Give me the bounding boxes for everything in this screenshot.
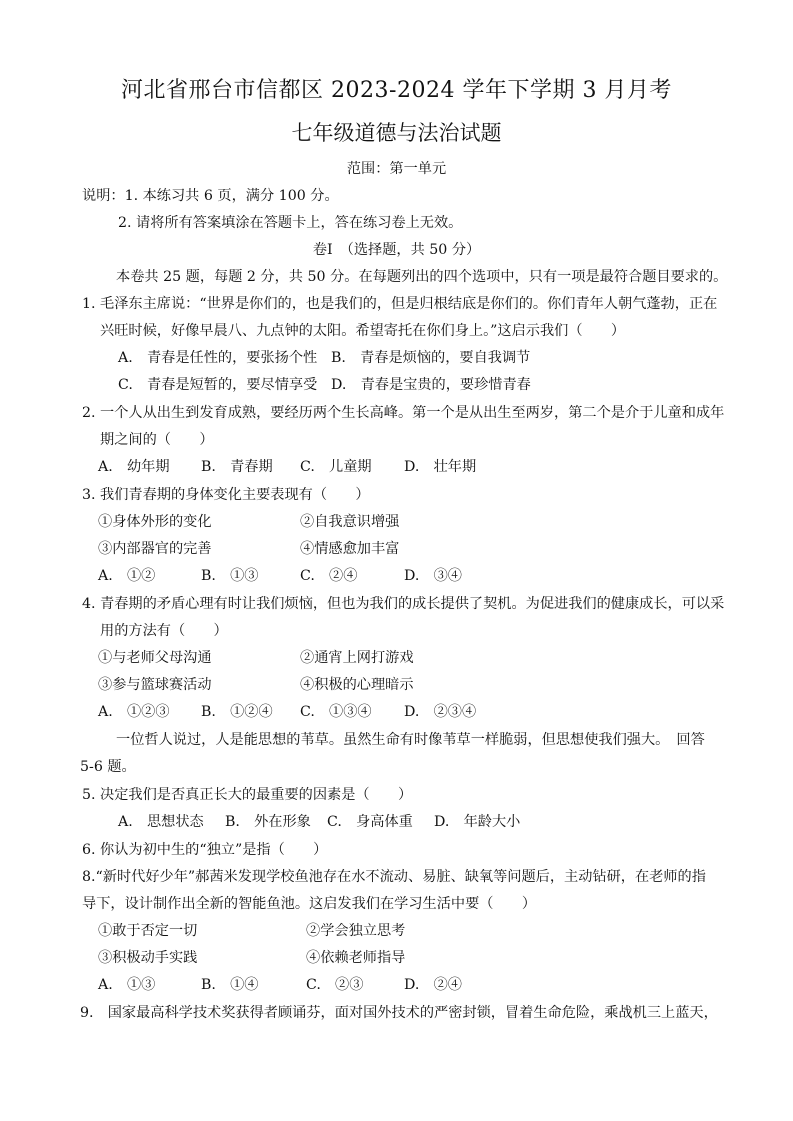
material-line-2: 5-6 题。 (80, 759, 136, 775)
q3-stem: 3. 我们青春期的身体变化主要表现有（ ） (82, 487, 370, 503)
exam-scope: 范围：第一单元 (346, 161, 447, 177)
q2-stem-line-2: 期之间的（ ） (100, 432, 214, 448)
instructions-line-1: 说明：1. 本练习共 6 页，满分 100 分。 (82, 188, 339, 204)
q8-stem-line-2: 导下，设计制作出全新的智能鱼池。这启发我们在学习生活中要（ ） (82, 896, 537, 912)
q3-option-b: B. ①③ (201, 568, 259, 584)
q4-item-1: ①与老师父母沟通 (98, 650, 212, 666)
q2-stem-line-1: 2. 一个人从出生到发育成熟，要经历两个生长高峰。第一个是从出生至两岁，第二个是介于儿童和成年 (82, 405, 725, 421)
q5-option-b: B. 外在形象 (225, 814, 311, 830)
q8-option-a: A. ①③ (98, 977, 156, 993)
q1-option-a: A. 青春是任性的，要张扬个性 (118, 350, 318, 366)
q4-stem-line-1: 4. 青春期的矛盾心理有时让我们烦恼，但也为我们的成长提供了契机。为促进我们的健康成长，可以采 (82, 596, 725, 612)
instructions-line-2: 2. 请将所有答案填涂在答题卡上，答在练习卷上无效。 (118, 215, 463, 231)
q2-option-c: C. 儿童期 (300, 459, 372, 475)
q5-stem: 5. 决定我们是否真正长大的最重要的因素是（ ） (82, 787, 413, 803)
q3-item-4: ④情感愈加丰富 (300, 541, 400, 557)
q5-option-a: A. 思想状态 (118, 814, 204, 830)
q5-option-c: C. 身高体重 (327, 814, 413, 830)
q2-option-a: A. 幼年期 (98, 459, 170, 475)
q8-option-b: B. ①④ (201, 977, 259, 993)
q1-stem-line-1: 1. 毛泽东主席说：“世界是你们的，也是我们的，但是归根结底是你们的。你们青年人朝气蓬勃，正在 (82, 296, 718, 312)
q8-option-c: C. ②③ (306, 977, 364, 993)
material-line-1: 一位哲人说过，人是能思想的苇草。虽然生命有时像苇草一样脆弱，但思想使我们强大。 回答 (116, 732, 705, 748)
q4-item-3: ③参与篮球赛活动 (98, 677, 212, 693)
q8-item-1: ①敢于否定一切 (98, 923, 198, 939)
q1-option-c: C. 青春是短暂的，要尽情享受 (118, 377, 318, 393)
q4-option-b: B. ①②④ (201, 704, 273, 720)
q4-option-a: A. ①②③ (98, 704, 170, 720)
q8-item-2: ②学会独立思考 (306, 923, 406, 939)
q8-option-d: D. ②④ (404, 977, 462, 993)
q4-item-4: ④积极的心理暗示 (300, 677, 414, 693)
q2-option-b: B. 青春期 (201, 459, 273, 475)
q1-stem-line-2: 兴旺时候，好像早晨八、九点钟的太阳。希望寄托在你们身上。”这启示我们（ ） (100, 323, 626, 339)
q8-item-3: ③积极动手实践 (98, 950, 198, 966)
section-intro: 本卷共 25 题，每题 2 分，共 50 分。在每题列出的四个选项中，只有一项是最符合题目要求的。 (116, 269, 728, 285)
q4-option-c: C. ①③④ (300, 704, 372, 720)
q3-option-a: A. ①② (98, 568, 156, 584)
q9-stem-line-1: 9. 国家最高科学技术奖获得者顾诵芬，面对国外技术的严密封锁，冒着生命危险，乘战机三上蓝天， (80, 1005, 718, 1021)
q4-option-d: D. ②③④ (404, 704, 477, 720)
exam-title: 河北省邢台市信都区 2023-2024 学年下学期 3 月月考 (121, 78, 672, 103)
section-title: 卷Ⅰ （选择题，共 50 分） (312, 242, 481, 258)
q1-option-d: D. 青春是宝贵的，要珍惜青春 (331, 377, 531, 393)
q3-option-c: C. ②④ (300, 568, 358, 584)
q5-option-d: D. 年龄大小 (434, 814, 521, 830)
q6-stem: 6. 你认为初中生的“独立”是指（ ） (82, 842, 328, 858)
q3-item-1: ①身体外形的变化 (98, 514, 212, 530)
exam-subtitle: 七年级道德与法治试题 (291, 121, 502, 145)
q3-item-2: ②自我意识增强 (300, 514, 400, 530)
q2-option-d: D. 壮年期 (404, 459, 477, 475)
q1-option-b: B. 青春是烦恼的，要自我调节 (331, 350, 531, 366)
q3-item-3: ③内部器官的完善 (98, 541, 212, 557)
q8-stem-line-1: 8.“新时代好少年”郝茜米发现学校鱼池存在水不流动、易脏、缺氧等问题后，主动钻研，在老师的指 (82, 869, 706, 885)
q4-stem-line-2: 用的方法有（ ） (100, 623, 228, 639)
q4-item-2: ②通宵上网打游戏 (300, 650, 414, 666)
q8-item-4: ④依赖老师指导 (306, 950, 406, 966)
q3-option-d: D. ③④ (404, 568, 462, 584)
